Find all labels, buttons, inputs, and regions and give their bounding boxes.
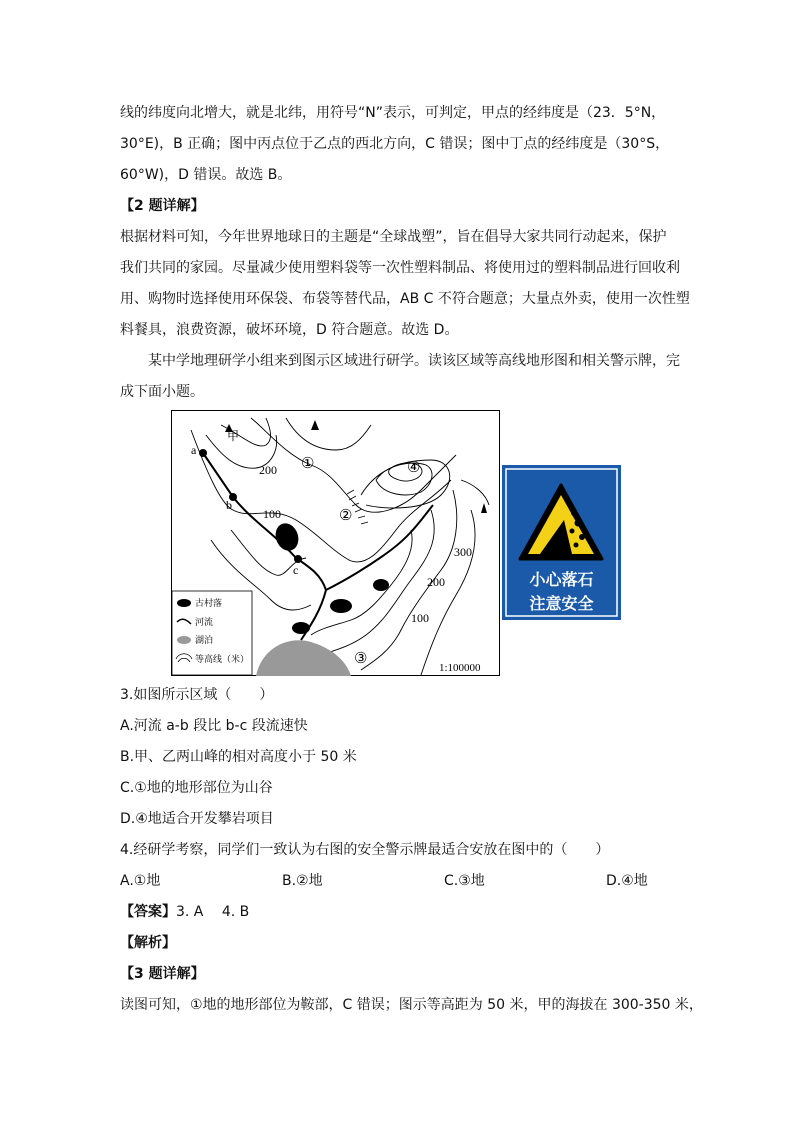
label-region-2: ② [339, 508, 353, 524]
paragraph-line-1: 线的纬度向北增大，就是北纬，用符号“N”表示，可判定，甲点的经纬度是（23．5°N， [120, 105, 666, 121]
question-4-option-b: B.②地 [282, 873, 323, 889]
paragraph-line-4: 根据材料可知，今年世界地球日的主题是“全球战塑”，旨在倡导大家共同行动起来，保护 [120, 229, 667, 245]
question-3-option-d: D.④地适合开发攀岩项目 [120, 811, 274, 827]
label-region-1: ① [301, 456, 315, 472]
contour-map [171, 410, 500, 676]
paragraph-line-6: 用、购物时选择使用环保袋、布袋等替代品，AB C 不符合题意；大量点外卖，使用一次性塑 [120, 291, 690, 307]
answer-value: 3. A 4. B [176, 904, 250, 920]
sign-line-2: 注意安全 [529, 594, 594, 613]
village-marker [330, 599, 352, 613]
label-a: a [191, 443, 197, 457]
question-3-option-c: C.①地的地形部位为山谷 [120, 780, 273, 796]
map-legend [172, 591, 252, 675]
question-4: 4.经研学考察，同学们一致认为右图的安全警示牌最适合安放在图中的（ ） [120, 842, 610, 858]
paragraph-last: 读图可知，①地的地形部位为鞍部，C 错误；图示等高距为 50 米，甲的海拔在 300-350 米， [120, 997, 703, 1013]
falling-rocks-warning-sign [502, 465, 621, 620]
contour-label: 200 [427, 575, 445, 589]
legend-river: 河流 [195, 617, 214, 627]
village-marker [373, 579, 389, 591]
label-jia: 甲 [227, 429, 240, 443]
paragraph-line-5: 我们共同的家园。尽量减少使用塑料袋等一次性塑料制品、将使用过的塑料制品进行回收利 [120, 260, 680, 276]
question-3: 3.如图所示区域（ ） [120, 687, 274, 703]
contour-label: 100 [263, 507, 281, 521]
answer-label: 【答案】 [120, 904, 176, 920]
section-heading-q3: 【3 题详解】 [120, 966, 205, 982]
paragraph-line-2: 30°E)，B 正确；图中丙点位于乙点的西北方向，C 错误；图中丁点的经纬度是（30°S， [120, 136, 670, 152]
sign-line-1: 小心落石 [529, 570, 594, 589]
question-4-option-c: C.③地 [444, 873, 485, 889]
intro-line-1: 某中学地理研学小组来到图示区域进行研学。读该区域等高线地形图和相关警示牌，完 [148, 353, 680, 369]
village-marker [292, 622, 310, 634]
question-3-option-a: A.河流 a-b 段比 b-c 段流速快 [120, 718, 308, 734]
question-3-option-b: B.甲、乙两山峰的相对高度小于 50 米 [120, 749, 357, 765]
label-c: c [293, 563, 299, 577]
contour-label: 100 [411, 611, 429, 625]
legend-contour: 等高线（米） [195, 654, 250, 664]
label-region-3: ③ [354, 651, 368, 667]
legend-lake: 湖泊 [195, 635, 214, 645]
point-c-dot [294, 555, 302, 563]
contour-label: 200 [259, 463, 277, 477]
legend-village: 古村落 [195, 598, 223, 608]
intro-line-2: 成下面小题。 [120, 384, 204, 400]
question-4-option-d: D.④地 [606, 873, 648, 889]
point-a-dot [199, 449, 207, 457]
answer-line [120, 902, 249, 922]
paragraph-line-7: 料餐具，浪费资源，破坏环境，D 符合题意。故选 D。 [120, 322, 459, 338]
paragraph-line-3: 60°W)，D 错误。故选 B。 [120, 167, 292, 183]
label-b: b [226, 498, 232, 512]
section-heading-q2: 【2 题详解】 [120, 198, 205, 214]
map-scale: 1:100000 [439, 662, 481, 674]
question-4-option-a: A.①地 [120, 873, 161, 889]
label-region-4: ④ [407, 460, 421, 476]
analysis-heading: 【解析】 [120, 935, 176, 951]
contour-label: 300 [454, 545, 472, 559]
